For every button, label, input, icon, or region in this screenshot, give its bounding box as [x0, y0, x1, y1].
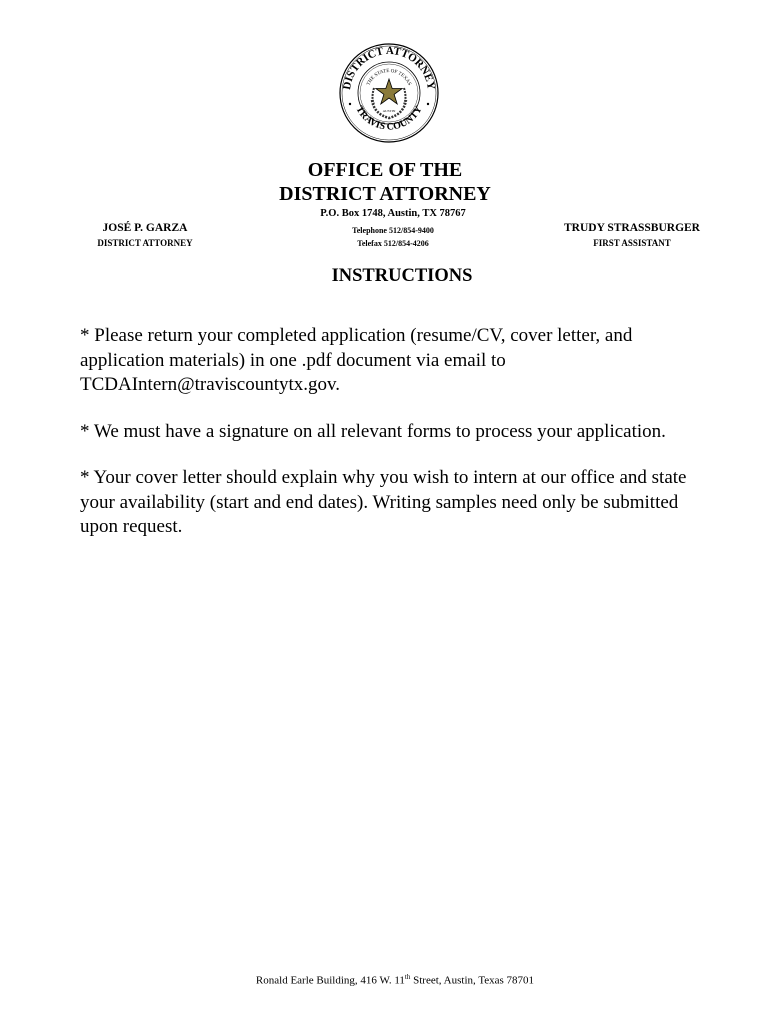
- district-attorney-block: [80, 222, 210, 248]
- telephone: Telephone 512/854-9400: [352, 226, 434, 235]
- instructions-body: [80, 324, 720, 562]
- first-assistant-name: TRUDY STRASSBURGER: [563, 222, 700, 234]
- svg-text:TRAVIS COUNTY: TRAVIS COUNTY: [353, 104, 425, 133]
- footer-address: [0, 973, 770, 987]
- office-title-line2: DISTRICT ATTORNEY: [279, 183, 491, 205]
- footer-address-end: Street, Austin, Texas 78701: [410, 974, 535, 987]
- instruction-item: * Please return your completed application (resume/CV, cover letter, and application materials) in one .pdf document via email to TCDAIntern@traviscountytx.gov.: [80, 325, 633, 395]
- first-assistant-block: [552, 222, 712, 248]
- footer-address-start: Ronald Earle Building, 416 W. 11: [255, 974, 405, 987]
- telefax: Telefax 512/854-4206: [357, 239, 429, 248]
- svg-text:AUSTIN: AUSTIN: [382, 109, 396, 113]
- svg-text:DISTRICT ATTORNEY: DISTRICT ATTORNEY: [341, 44, 437, 91]
- office-title-line1: OFFICE OF THE: [307, 159, 463, 181]
- instruction-item: * Your cover letter should explain why you wish to intern at our office and state your availability (start and end dates). Writing samples need only be submitted upon request.: [80, 467, 687, 537]
- office-title: [0, 158, 770, 206]
- district-attorney-name: JOSÉ P. GARZA: [102, 222, 188, 234]
- first-assistant-title: FIRST ASSISTANT: [593, 238, 671, 248]
- svg-text:THE STATE OF TEXAS: THE STATE OF TEXAS: [366, 68, 412, 87]
- instruction-item: * We must have a signature on all relevant forms to process your application.: [80, 420, 666, 442]
- district-attorney-title: DISTRICT ATTORNEY: [97, 238, 193, 248]
- footer-ordinal: th: [404, 973, 411, 981]
- office-address: P.O. Box 1748, Austin, TX 78767: [320, 208, 466, 219]
- district-attorney-seal: [338, 42, 440, 144]
- instructions-heading: INSTRUCTIONS: [331, 266, 473, 286]
